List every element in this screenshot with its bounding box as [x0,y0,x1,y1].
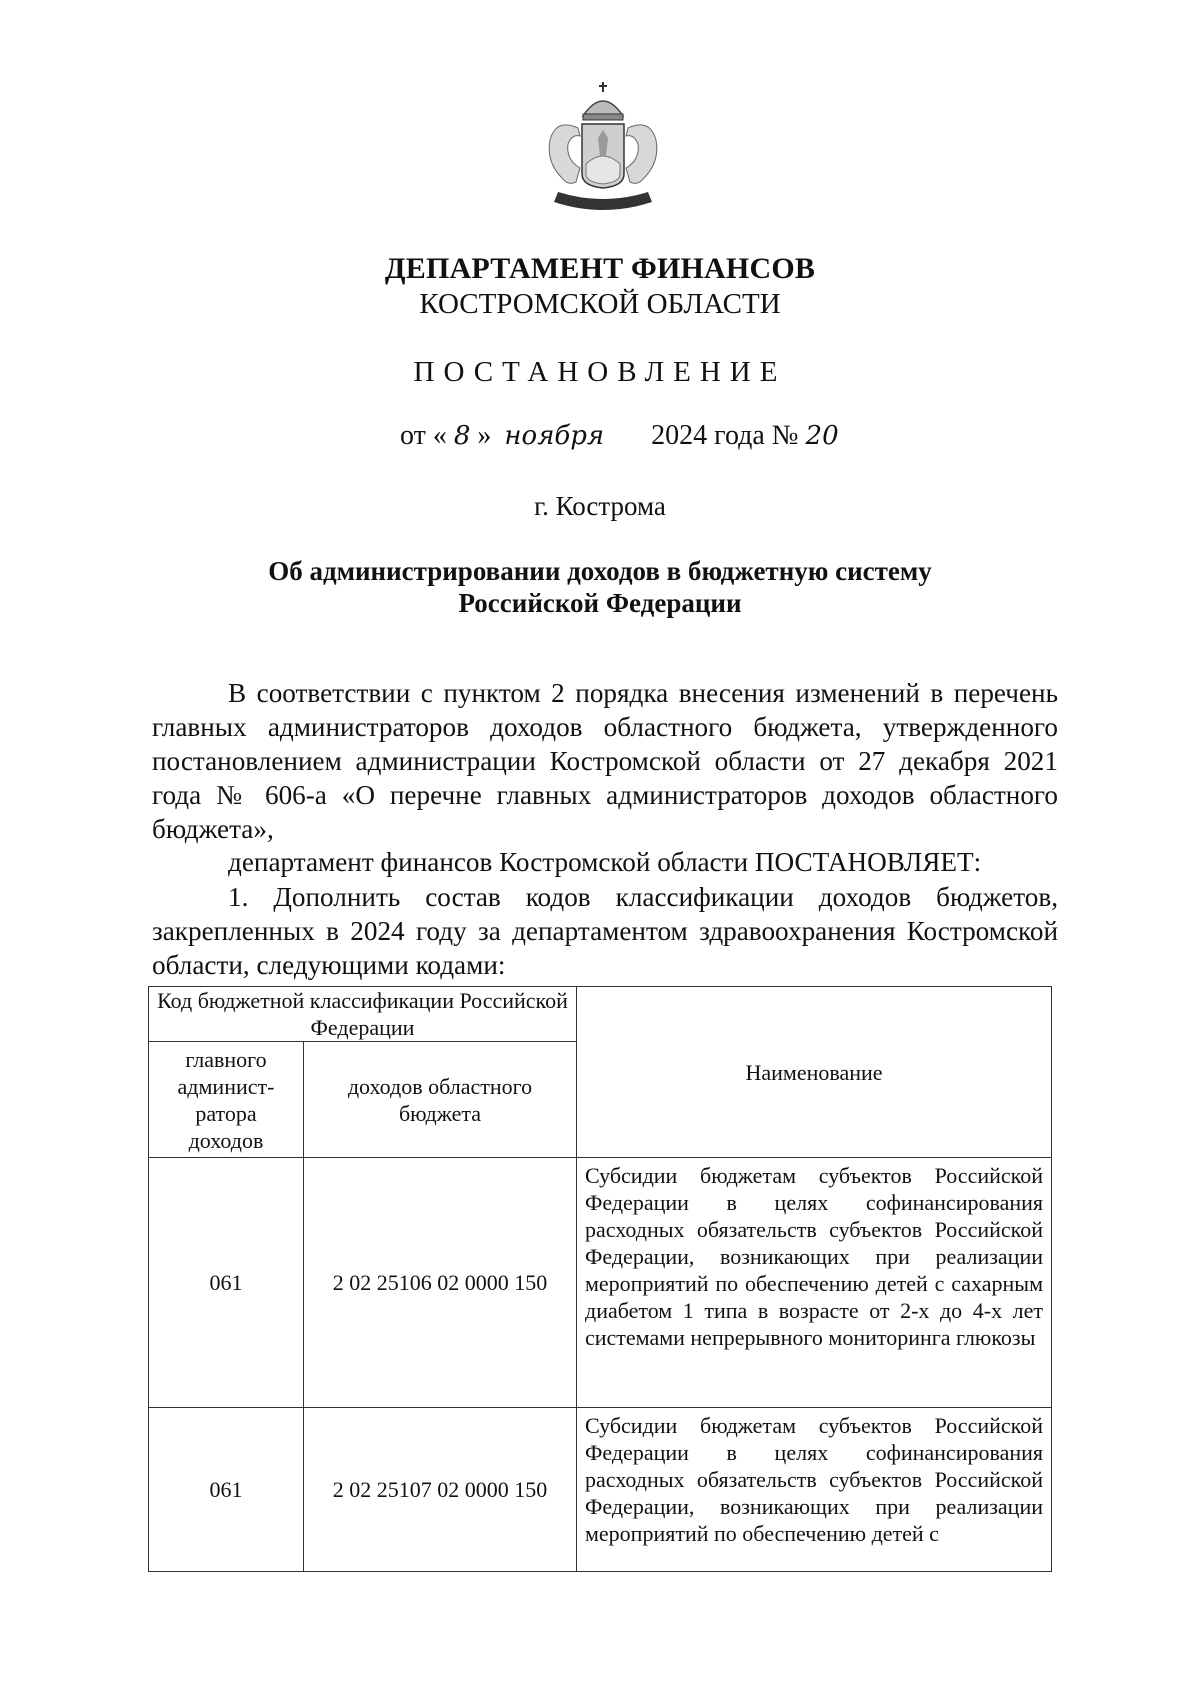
clause-1-paragraph: 1. Дополнить состав кодов классификации доходов бюджетов, закрепленных в 2024 году за департаментом здравоохранения Костромской области, следующими кодами: [152,882,1058,980]
decree-date-line [400,420,839,452]
preamble-paragraph: В соответствии с пунктом 2 порядка внесения изменений в перечень главных администраторов доходов областного бюджета, утвержденного постановлением администрации Костромской области от 27 декабря 2021 года № 606-а «О перечне главных администраторов доходов областного бюджета», [152,678,1058,844]
header-admin: главного админист-ратора доходов [149,1042,304,1158]
table-header-row [149,987,1052,1042]
handwritten-day: 8 [453,421,471,451]
cell-admin: 061 [149,1408,304,1572]
handwritten-number: 20 [805,421,839,451]
subject-line-1: Об администрировании доходов в бюджетную систему [268,556,932,586]
subject-line-2: Российской Федерации [458,588,742,618]
cell-code: 2 02 25107 02 0000 150 [304,1408,577,1572]
header-revenue: доходов областного бюджета [304,1042,577,1158]
resolves-paragraph: департамент финансов Костромской области ПОСТАНОВЛЯЕТ: [228,847,982,877]
date-year: 2024 года № [651,420,799,451]
handwritten-month: ноября [504,421,605,451]
budget-codes-table [148,986,1052,1572]
cell-code: 2 02 25106 02 0000 150 [304,1158,577,1408]
coat-of-arms-icon [528,78,678,220]
document-type: ПОСТАНОВЛЕНИЕ [413,356,787,388]
table-row [149,1158,1052,1408]
cell-admin: 061 [149,1158,304,1408]
department-title: ДЕПАРТАМЕНТ ФИНАНСОВ [384,252,816,285]
date-mid: » [477,420,492,451]
table-row [149,1408,1052,1572]
document-subject [0,555,1200,619]
date-prefix: от « [400,420,447,451]
city: г. Кострома [534,491,666,521]
header-kbk-group: Код бюджетной классификации Российской Федерации [149,987,577,1042]
cell-name: Субсидии бюджетам субъектов Российской Федерации в целях софинансирования расходных обязательств субъектов Российской Федерации, возникающих при реализации мероприятий по обеспечению детей с сахарным диабетом 1 типа в возрасте от 2-х до 4-х лет системами непрерывного мониторинга глюкозы [577,1158,1052,1408]
header-name: Наименование [577,987,1052,1158]
department-region: КОСТРОМСКОЙ ОБЛАСТИ [419,288,781,320]
cell-name: Субсидии бюджетам субъектов Российской Федерации в целях софинансирования расходных обязательств субъектов Российской Федерации, возникающих при реализации мероприятий по обеспечению детей с [577,1408,1052,1572]
